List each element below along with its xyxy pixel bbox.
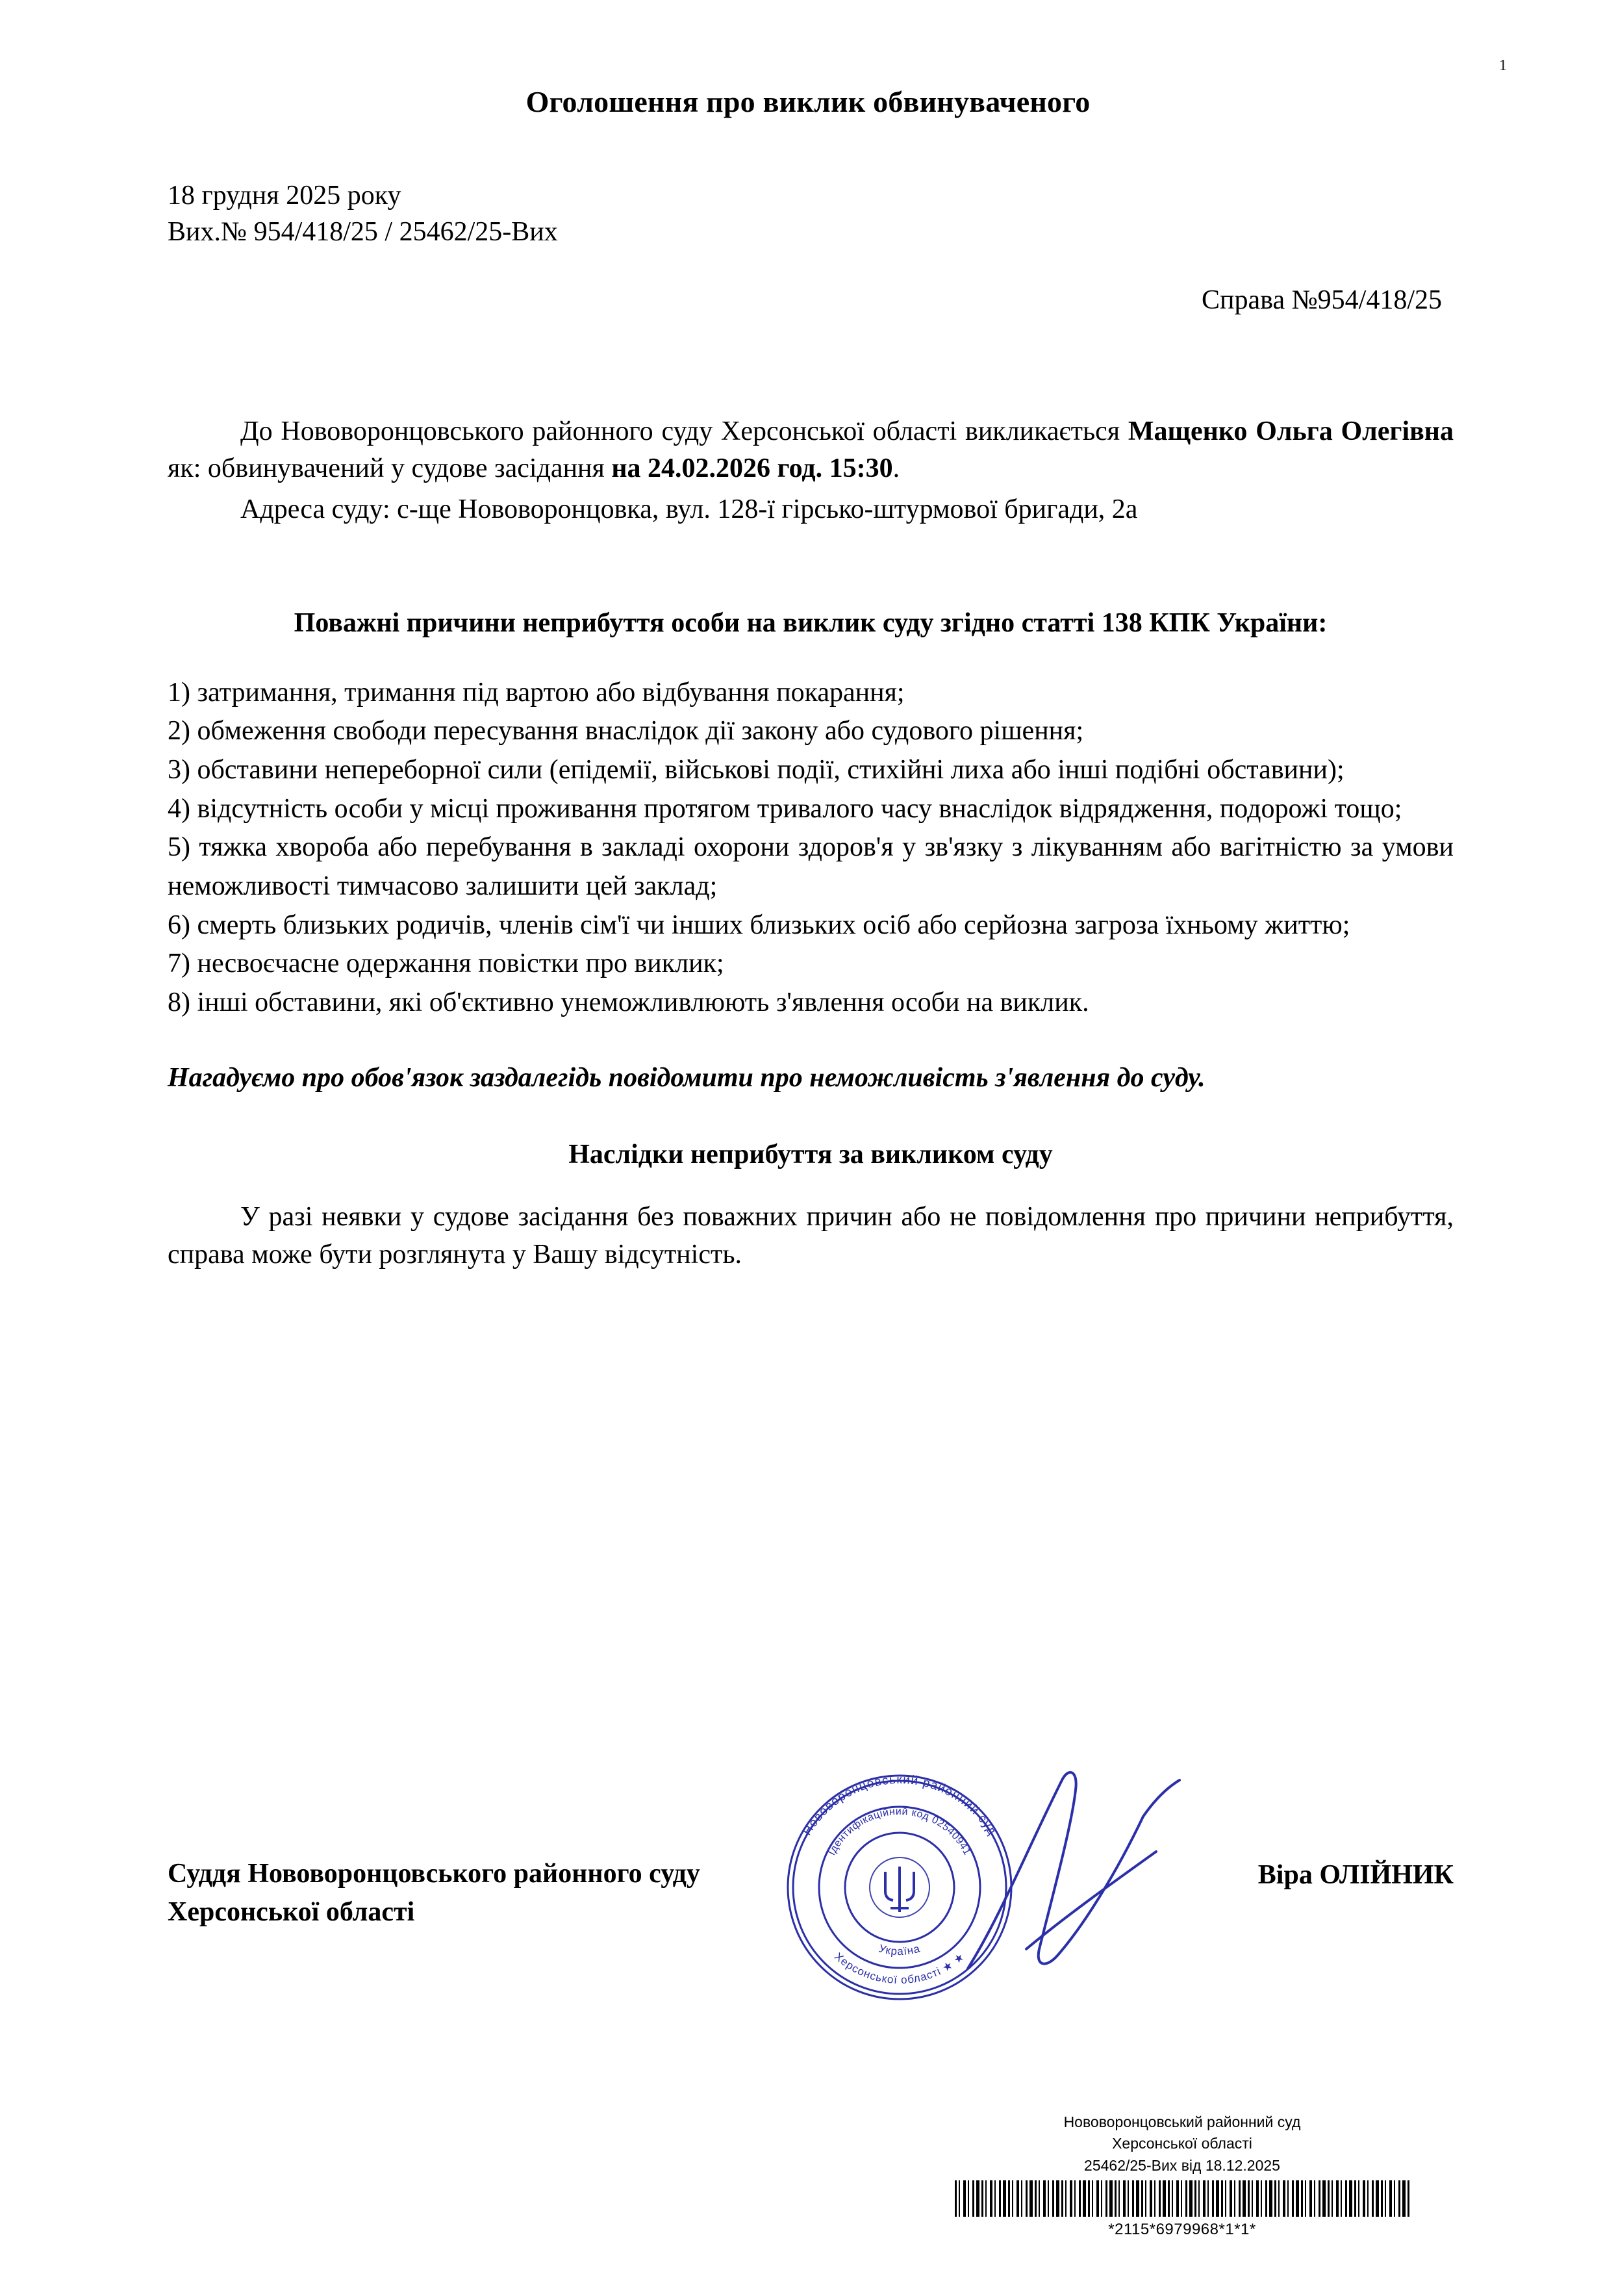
summons-intro: До Нововоронцовського районного суду Херсонської області викликається: [240, 416, 1128, 446]
reminder-note: Нагадуємо про обов'язок заздалегідь повідомити про неможливість з'явлення до суду.: [168, 1063, 1206, 1093]
document-content: [0, 177, 1616, 1274]
outgoing-number: Вих.№ 954/418/25 / 25462/25-Вих: [168, 217, 558, 248]
list-item: 5) тяжка хвороба або перебування в закладі охорони здоров'я у зв'язку з лікуванням або вагітністю за умови неможливості тимчасово залишити цей заклад;: [168, 832, 1454, 901]
svg-text:Україна: Україна: [877, 1942, 922, 1958]
list-item: 4) відсутність особи у місці проживання протягом тривалого часу внаслідок відрядження, подорожі тощо;: [168, 793, 1402, 824]
summons-role: як: обвинувачений: [168, 453, 391, 483]
list-item: 3) обставини непереборної сили (епідемії, військові події, стихійні лиха або інші подібні обставини);: [168, 755, 1345, 785]
svg-text:Ідентифікаційний код 02540941: Ідентифікаційний код 02540941: [826, 1805, 973, 1857]
list-item: 6) смерть близьких родичів, членів сім'ї чи інших близьких осіб або серйозна загроза їхньому життю;: [168, 910, 1350, 940]
consequences-text: У разі неявки у судове засідання без поважних причин або не повідомлення про причини неприбуття, справа може бути розглянута у Вашу відсутність.: [168, 1202, 1454, 1270]
list-item: 7) несвоєчасне одержання повістки про виклик;: [168, 949, 724, 979]
signer-name: Віра ОЛІЙНИК: [1257, 1860, 1454, 1890]
list-item: 8) інші обставини, які об'єктивно унеможливлюють з'явлення особи на виклик.: [168, 987, 1089, 1017]
summons-hearing-datetime: на 24.02.2026 год. 15:30: [611, 453, 893, 483]
document-date: 18 грудня 2025 року: [168, 181, 401, 210]
consequences-title: Наслідки неприбуття за викликом суду: [568, 1140, 1053, 1170]
list-item: 1) затримання, тримання під вартою або відбування покарання;: [168, 677, 905, 708]
signature-block: [168, 1855, 1454, 1932]
footer-reference: 25462/25-Вих від 18.12.2025: [1084, 2156, 1280, 2174]
barcode-image: [955, 2180, 1409, 2217]
signer-position-line2: Херсонської області: [168, 1896, 415, 1927]
svg-text:Херсонської області ★ ★: Херсонської області ★ ★: [832, 1950, 967, 1987]
summons-hearing-prefix: у судове заcідання: [390, 453, 612, 483]
summons-paragraph: [168, 413, 1454, 487]
document-footer: [857, 2111, 1507, 2241]
footer-court-name: Нововоронцовський районний суд: [1063, 2113, 1301, 2130]
document-meta: [168, 177, 1454, 251]
reasons-list: [168, 674, 1454, 1023]
summons-person: Мащенко Ольга Олегівна: [1128, 416, 1454, 446]
footer-region: Херсонської області: [1112, 2135, 1252, 2152]
svg-text:Нововоронцовський районний суд: Нововоронцовський районний суд: [800, 1772, 999, 1838]
barcode-text: *2115*6979968*1*1*: [1108, 2221, 1256, 2239]
list-item: 2) обмеження свободи пересування внаслідок дії закону або судового рішення;: [168, 716, 1084, 746]
reasons-title: Поважні причини неприбуття особи на виклик суду згідно статті 138 КПК України:: [294, 607, 1328, 638]
signer-position: [168, 1855, 700, 1932]
summons-hearing-suffix: .: [892, 453, 900, 483]
page-number: 1: [1499, 57, 1507, 74]
court-address: Адреса суду: с-ще Нововоронцовка, вул. 128-ї гірсько-штурмової бригади, 2а: [240, 494, 1138, 524]
signer-position-line1: Суддя Нововоронцовського районного суду: [168, 1859, 700, 1889]
case-number: Справа №954/418/25: [1202, 285, 1442, 315]
page-title: Оголошення про виклик обвинуваченого: [525, 85, 1091, 118]
barcode-block: [857, 2180, 1507, 2241]
summons-block: [168, 413, 1454, 528]
